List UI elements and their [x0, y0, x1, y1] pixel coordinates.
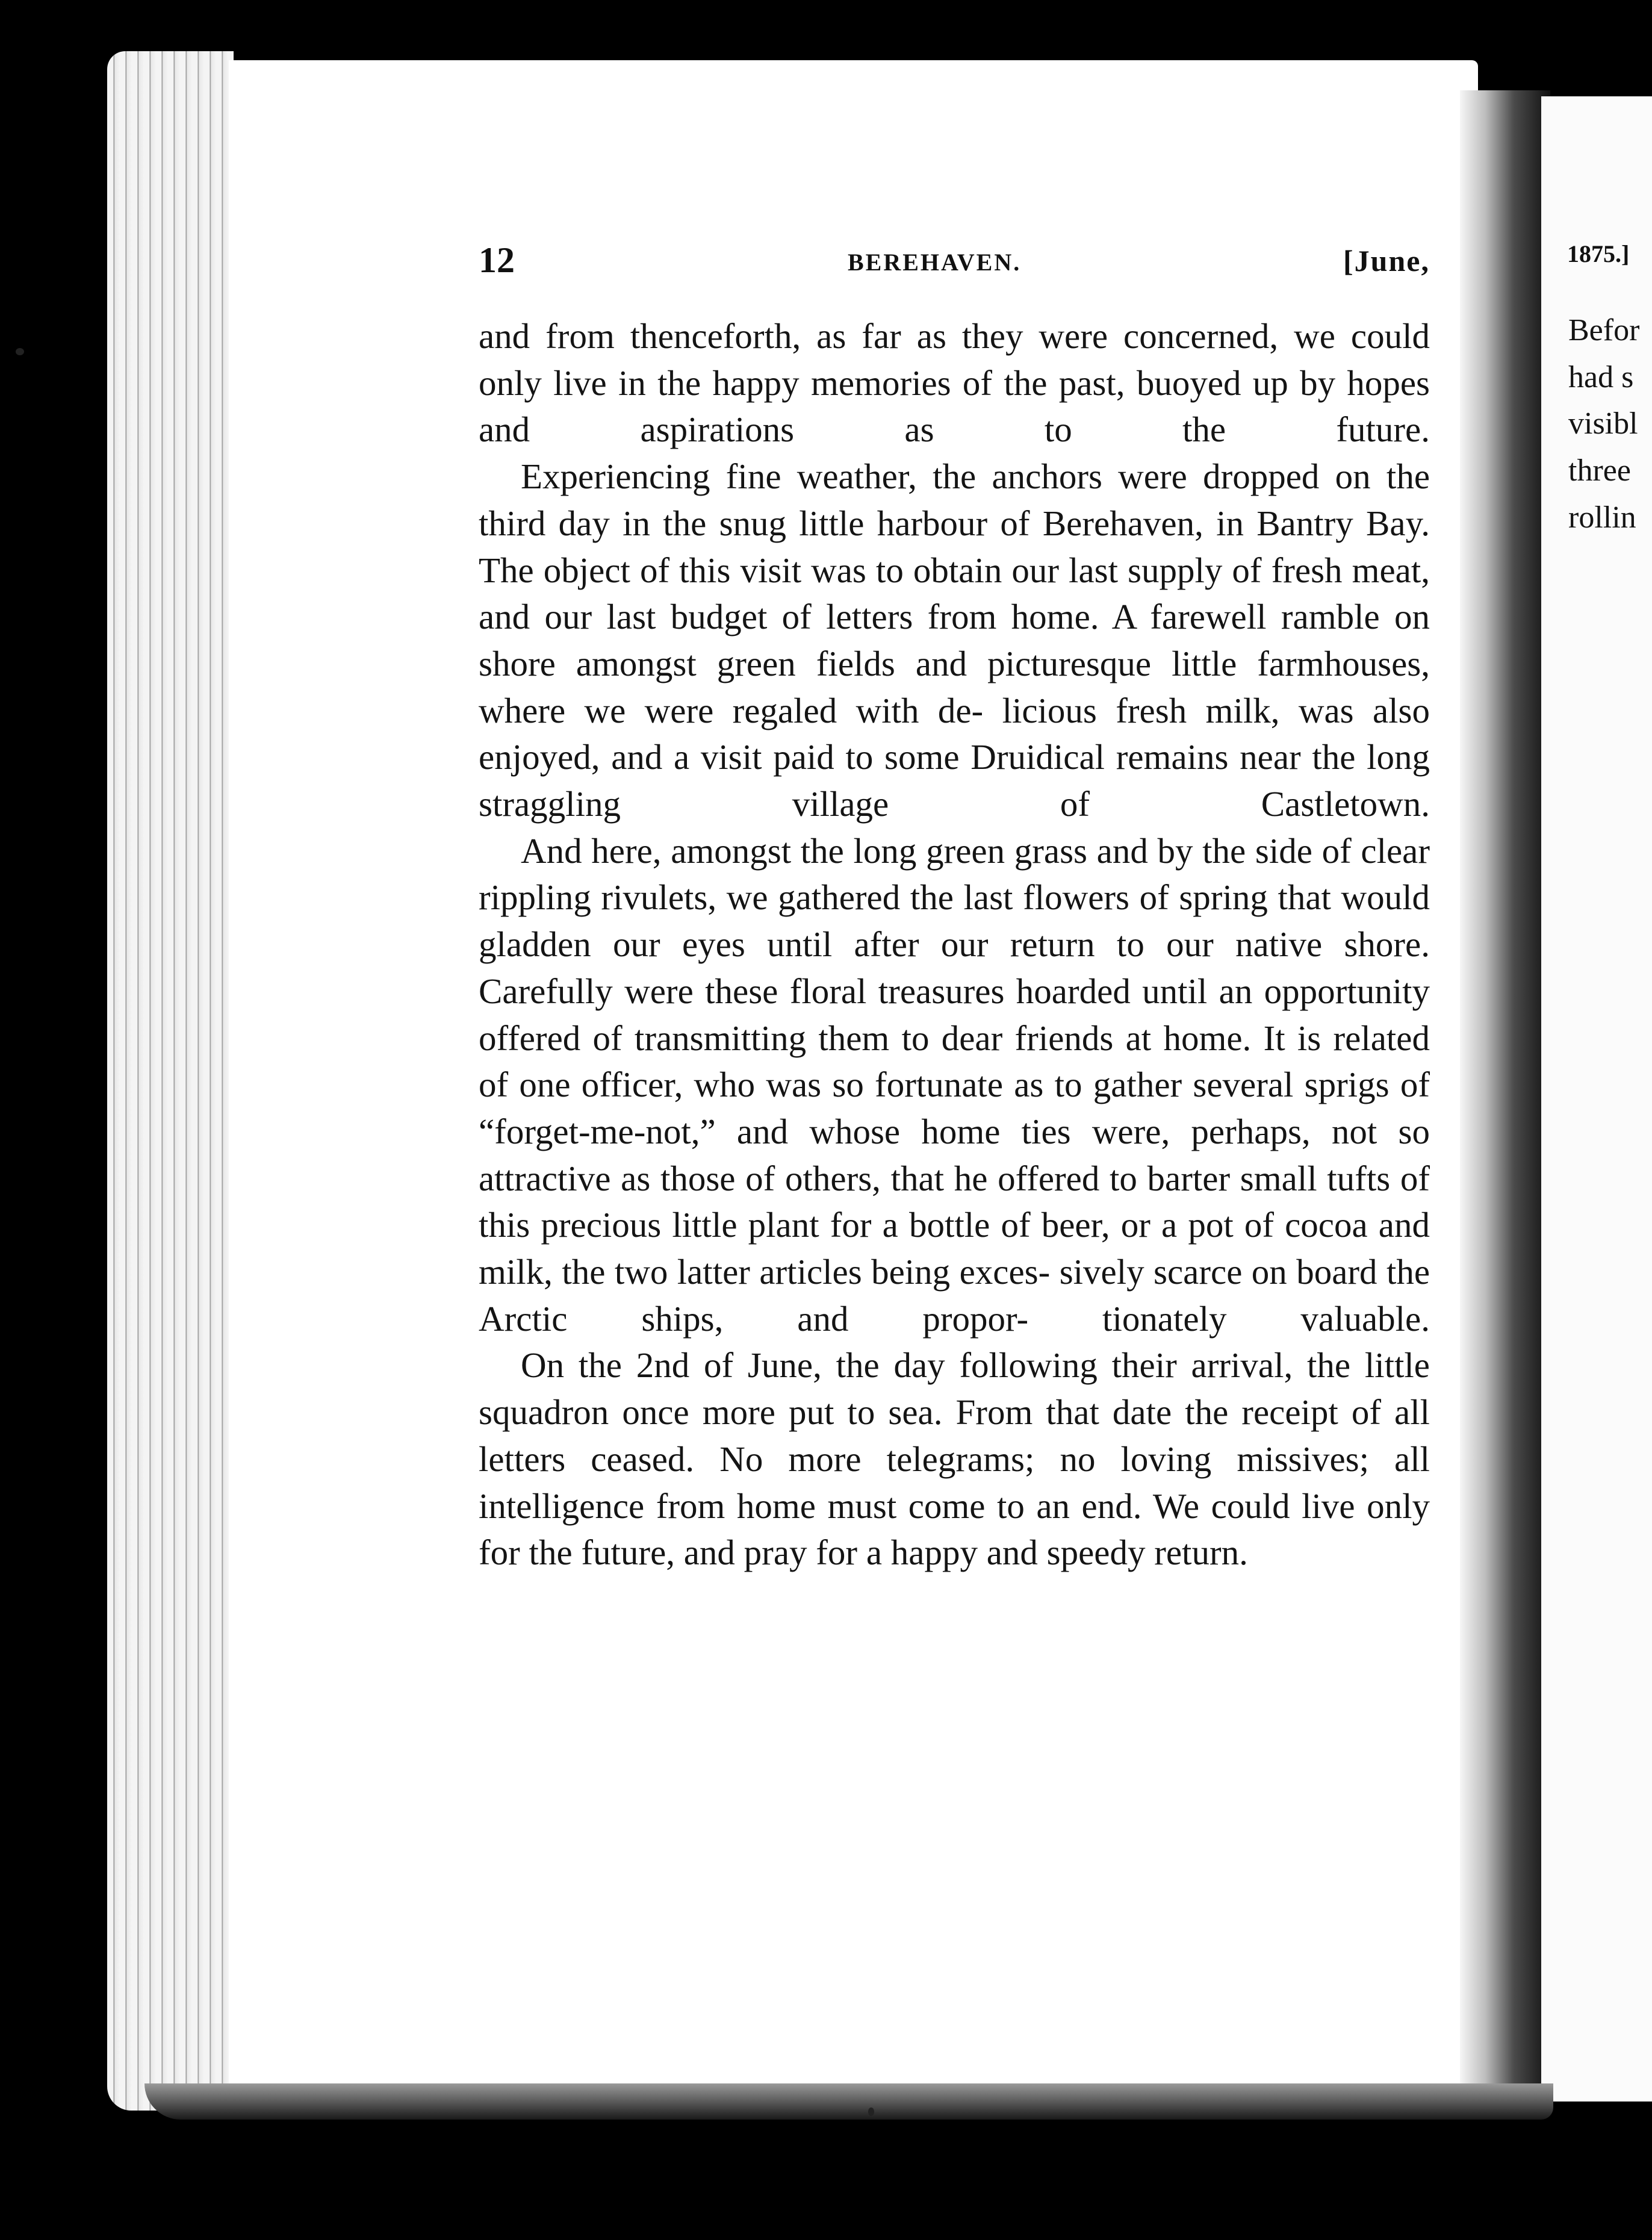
text-line: date the receipt of all letters ceased. No more [479, 1392, 1430, 1479]
text-line: dropped on the third day in the snug little harbour [479, 456, 1430, 543]
paragraph-4 [479, 1342, 1430, 1576]
text-line: home must come to an end. We could live only for [479, 1486, 1430, 1573]
running-title: BEREHAVEN. [848, 249, 1022, 276]
text-line: the future, and pray for a happy and speedy return. [529, 1532, 1248, 1573]
text-line: flowers of spring that would gladden our eyes until [479, 877, 1430, 965]
text-line: tionately valuable. [1102, 1298, 1430, 1339]
text-line: these floral treasures hoarded until an opportunity [705, 971, 1430, 1011]
paragraph-2 [479, 453, 1430, 828]
text-line: the little squadron once more put to sea. From that [479, 1345, 1430, 1433]
text-line: offered of transmitting them to dear friends at home. [479, 1018, 1252, 1058]
text-line: It is related of one officer, who was so fortunate as to [479, 1018, 1430, 1105]
text-line: future. [1336, 409, 1430, 450]
text-line: On the 2nd of June, the day following their arrival, [521, 1345, 1293, 1386]
text-line: and from thenceforth, as far as they were concerned, [479, 316, 1279, 356]
facing-text-line: three [1568, 453, 1631, 488]
scan-speck [868, 2108, 874, 2116]
text-line: telegrams; no loving missives; all intelligence from [479, 1439, 1430, 1526]
text-line: of Berehaven, in Bantry Bay. The object of this [479, 503, 1430, 590]
running-header [479, 240, 1430, 288]
text-line: and our last budget of letters from home. A farewell [479, 597, 1267, 637]
facing-text-line: had s [1568, 359, 1634, 394]
scan-speck [16, 348, 24, 355]
text-line: And here, amongst the long green grass and by the [521, 830, 1246, 871]
text-line: little farmhouses, where we were regaled with de- [479, 643, 1430, 730]
text-line: others, that he offered to barter small tufts of this [479, 1158, 1430, 1245]
page-number: 12 [479, 240, 515, 280]
bottom-edge-shadow [144, 2083, 1553, 2120]
text-line: home ties were, perhaps, not so attractive as those of [479, 1111, 1430, 1198]
facing-text-line: Befor [1568, 313, 1640, 347]
text-line: gather several sprigs of “forget-me-not,” and whose [479, 1065, 1430, 1151]
text-line: past, buoyed up by hopes and aspirations as to the [479, 362, 1430, 450]
text-line: precious little plant for a bottle of beer, or a pot of [541, 1205, 1274, 1245]
text-line: after our return to our native shore. Carefully were [479, 924, 1430, 1011]
text-line: sively scarce on board the Arctic ships, and propor- [479, 1252, 1430, 1339]
body-text [479, 313, 1430, 1576]
running-date: [June, [1343, 244, 1430, 278]
text-line: visit was to obtain our last supply of fresh meat, [740, 550, 1430, 590]
text-line: ramble on shore amongst green fields and picturesque [479, 597, 1430, 683]
facing-text-line: visibl [1568, 406, 1638, 441]
paragraph-3 [479, 828, 1430, 1343]
text-line: side of clear rippling rivulets, we gathered the last [479, 830, 1430, 918]
text-line: we could only live in the happy memories of the [479, 316, 1430, 403]
facing-page-text [1568, 307, 1652, 541]
text-line: to some Druidical remains near the long straggling [479, 737, 1430, 824]
facing-text-line: rollin [1568, 500, 1636, 535]
facing-page-header: 1875.] [1567, 240, 1630, 267]
book-gutter-shadow [1460, 90, 1550, 2102]
paragraph-1 [479, 313, 1430, 453]
page-block-edges [107, 51, 234, 2111]
text-line: village of Castletown. [792, 784, 1430, 824]
text-line: Experiencing fine weather, the anchors were [521, 456, 1187, 497]
text-line: cocoa and milk, the two latter articles being exces- [479, 1205, 1430, 1292]
text-line: licious fresh milk, was also enjoyed, and a visit paid [479, 690, 1430, 777]
